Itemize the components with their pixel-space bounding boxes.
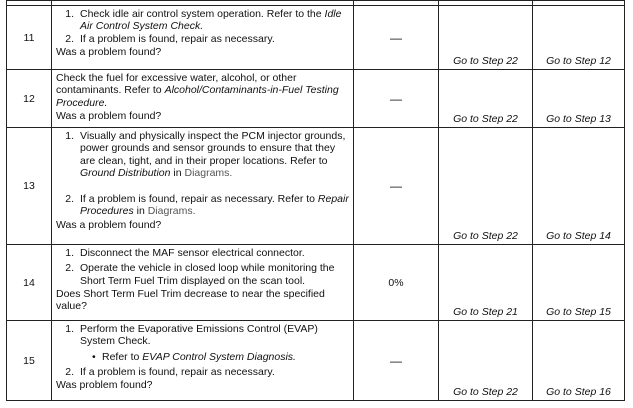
step-number: 13	[7, 128, 52, 245]
no-action: Go to Step 13	[533, 70, 625, 128]
action-cell	[52, 245, 354, 321]
procedure-reference: Alcohol/Contaminants-in-Fuel Testing Procedure.	[56, 84, 339, 109]
procedure-reference: Ground Distribution	[80, 166, 171, 179]
diagrams-reference: Diagrams.	[147, 205, 196, 218]
item-text: If a problem is found, repair as necessary.	[80, 32, 275, 45]
item-text: Visually and physically inspect the PCM injector grounds, power grounds and sensor grounds to ensure that they are clean, tight, and in their proper locations. Refer to	[80, 130, 346, 167]
item-number: 2.	[65, 32, 74, 45]
item-number: 2.	[65, 193, 74, 206]
item-text: If a problem is found, repair as necessary. Refer to	[80, 193, 318, 206]
item-text: If a problem is found, repair as necessary.	[80, 365, 275, 378]
list-item	[56, 33, 349, 45]
item-number: 2.	[65, 262, 74, 275]
item-text: Check the fuel for excessive water, alcohol, or other contaminants. Refer to	[56, 72, 297, 97]
item-text: Refer to	[102, 350, 143, 363]
table-row	[7, 128, 625, 245]
diagrams-reference: Diagrams.	[184, 166, 233, 179]
action-cell	[52, 6, 354, 70]
table-row	[7, 321, 625, 401]
question-text: Does Short Term Fuel Trim decrease to near the specified value?	[56, 287, 325, 313]
no-action: Go to Step 14	[533, 128, 625, 245]
list-item	[56, 8, 349, 33]
procedure-reference: Repair Procedures	[80, 193, 349, 218]
list-item	[56, 262, 349, 287]
item-text: in	[133, 205, 148, 218]
step-number: 12	[7, 70, 52, 128]
item-text: Perform the Evaporative Emissions Control (EVAP) System Check.	[80, 323, 318, 348]
item-text: Disconnect the MAF sensor electrical connector.	[80, 247, 305, 259]
value-text: —	[390, 30, 402, 45]
yes-action: Go to Step 22	[439, 321, 533, 401]
action-cell	[52, 321, 354, 401]
diagnostic-steps-table	[6, 0, 625, 401]
value-text: —	[390, 179, 402, 193]
item-text: Operate the vehicle in closed loop while monitoring the Short Term Fuel Trim displayed on the scan tool.	[80, 262, 335, 287]
item-number: 1.	[65, 323, 74, 335]
list-item	[56, 323, 349, 348]
yes-action: Go to Step 22	[439, 70, 533, 128]
list-subitem	[56, 351, 349, 363]
item-number: 1.	[65, 247, 74, 259]
item-number: 1.	[65, 8, 74, 20]
procedure-reference: Idle Air Control System Check.	[80, 8, 342, 33]
no-action: Go to Step 16	[533, 321, 625, 401]
table-row	[7, 245, 625, 321]
question-text: Was a problem found?	[56, 45, 162, 58]
table-row	[7, 6, 625, 70]
no-action: Go to Step 12	[533, 6, 625, 70]
list-item	[56, 366, 349, 378]
action-cell	[52, 128, 354, 245]
value-text: 0%	[354, 245, 439, 321]
bullet-icon: •	[92, 350, 96, 363]
procedure-reference: EVAP Control System Diagnosis.	[142, 350, 296, 363]
item-number: 2.	[65, 365, 74, 378]
step-number: 15	[7, 321, 52, 401]
table-row	[7, 70, 625, 128]
item-text: Check idle air control system operation. Refer to the	[80, 8, 325, 20]
yes-action: Go to Step 22	[439, 128, 533, 245]
yes-action: Go to Step 22	[439, 6, 533, 70]
item-number: 1.	[65, 130, 74, 142]
item-text: in	[170, 166, 185, 179]
step-number: 11	[7, 6, 52, 70]
value-text: —	[390, 91, 402, 106]
action-cell	[52, 70, 354, 128]
step-number: 14	[7, 245, 52, 321]
list-item	[56, 130, 349, 179]
value-text: —	[390, 353, 402, 368]
question-text: Was a problem found?	[56, 109, 162, 122]
no-action: Go to Step 15	[533, 245, 625, 321]
list-item	[56, 247, 349, 259]
question-text: Was problem found?	[56, 379, 153, 392]
list-item	[56, 193, 349, 218]
question-text: Was a problem found?	[56, 218, 162, 231]
yes-action: Go to Step 21	[439, 245, 533, 321]
